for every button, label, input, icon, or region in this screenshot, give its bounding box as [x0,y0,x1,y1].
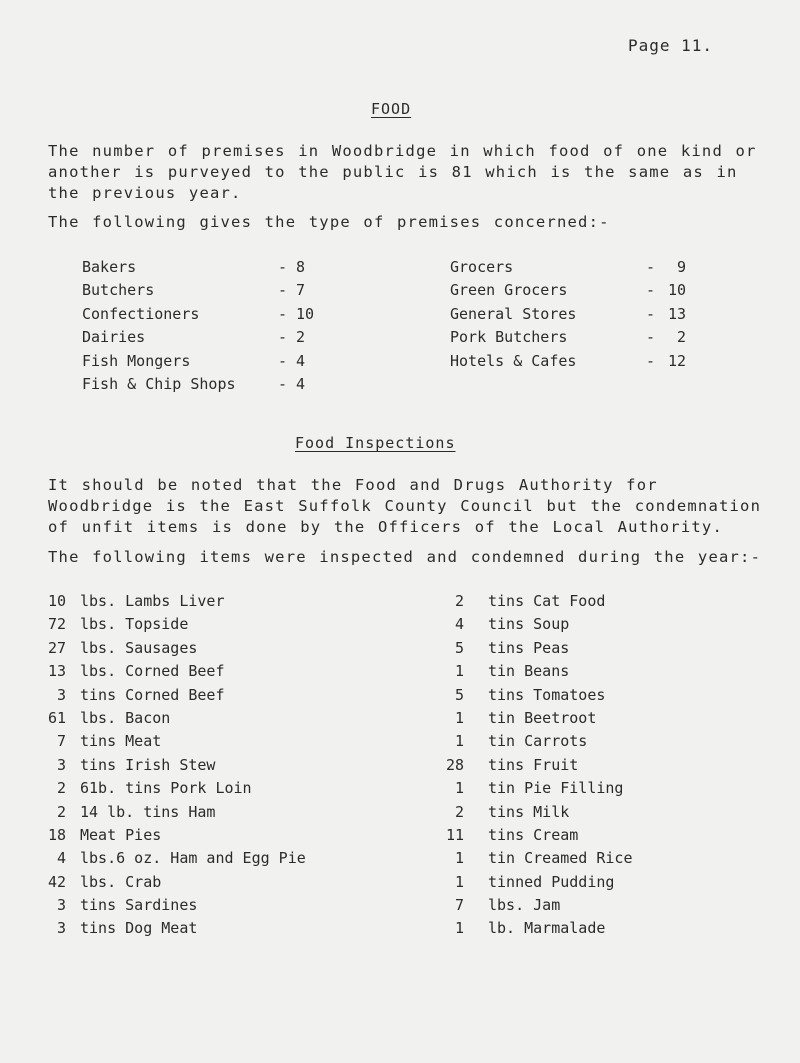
premises-list-left [82,256,315,396]
condemned-item-row [440,660,780,683]
condemned-item-row [32,801,392,824]
food-heading: FOOD [371,100,412,118]
item-description: tins Cat Food [488,592,606,610]
premises-count: 10 [667,281,686,300]
premises-type: Confectioners [82,304,200,323]
premises-row [450,279,685,302]
premises-type: Fish & Chip Shops [82,374,236,393]
condemned-item-row [440,847,780,870]
item-quantity: 28 [445,755,464,774]
dash-separator: - [278,374,288,393]
item-quantity: 1 [454,779,464,798]
item-quantity: 61 [47,708,66,727]
premises-count: 4 [296,374,306,393]
condemned-item-row [32,637,392,660]
item-description: tin Beans [488,662,570,681]
condemned-item-row [32,847,392,870]
item-description: tin Creamed Rice [488,849,633,868]
item-quantity: 5 [454,638,464,657]
item-description: lb. Marmalade [488,919,606,938]
premises-count: 4 [296,351,306,370]
premises-type: General Stores [450,304,577,323]
item-quantity: 1 [454,919,464,938]
premises-type: Green Grocers [450,281,568,300]
item-description: tins Soup [488,615,570,634]
item-description: tins Meat [80,732,162,751]
item-quantity: 4 [454,615,464,634]
food-inspections-heading: Food Inspections [295,434,456,452]
item-description: lbs.6 oz. Ham and Egg Pie [80,849,306,868]
condemned-item-row [32,613,392,636]
item-description: tins Corned Beef [80,685,225,704]
premises-row [82,373,312,396]
item-quantity: 2 [56,779,66,798]
item-quantity: 1 [454,662,464,681]
item-description: tin Beetroot [488,708,597,727]
item-quantity: 5 [454,685,464,704]
item-quantity: 2 [454,802,464,821]
premises-lead-in: The following gives the type of premises concerned:- [48,213,610,231]
item-quantity: 4 [56,849,66,868]
premises-count: 2 [296,328,306,347]
dash-separator: - [278,281,288,300]
premises-row [82,279,312,302]
item-quantity: 1 [454,872,464,891]
dash-separator: - [646,304,656,323]
condemned-item-row [440,777,780,800]
dash-separator: - [278,258,288,276]
condemned-items-left [32,590,392,941]
condemned-item-row [440,707,780,730]
premises-type: Pork Butchers [450,328,568,347]
item-description: tins Milk [488,802,570,821]
premises-row [82,256,312,279]
premises-count: 12 [667,351,686,370]
dash-separator: - [646,281,656,300]
dash-separator: - [646,258,656,276]
page-number: Page 11. [628,36,714,55]
item-description: tins Dog Meat [80,919,198,938]
condemned-item-row [32,660,392,683]
condemned-item-row [440,730,780,753]
item-quantity: 3 [56,755,66,774]
condemned-lead-in: The following items were inspected and condemned during the year:- [48,548,762,566]
premises-count: 2 [676,328,686,347]
item-description: lbs. Bacon [80,708,171,727]
inspections-paragraph: It should be noted that the Food and Drugs Authority for Woodbridge is the East Suffolk County Council but the condemnation of unfit items is done by the Officers of the Local Authority. [48,476,762,536]
condemned-item-row [32,894,392,917]
condemned-item-row [440,894,780,917]
item-description: lbs. Corned Beef [80,662,225,681]
dash-separator: - [646,328,656,347]
premises-row [450,350,685,373]
item-description: tins Sardines [80,896,198,915]
condemned-item-row [440,613,780,636]
item-description: lbs. Topside [80,615,189,634]
condemned-item-row [440,637,780,660]
condemned-item-row [440,684,780,707]
condemned-item-row [32,707,392,730]
dash-separator: - [278,304,288,323]
premises-row [450,326,685,349]
item-quantity: 1 [454,708,464,727]
condemned-item-row [440,871,780,894]
condemned-item-row [32,684,392,707]
condemned-item-row [32,590,392,613]
item-quantity: 7 [56,732,66,751]
item-description: tins Irish Stew [80,755,216,774]
item-quantity: 2 [454,592,464,610]
premises-type: Dairies [82,328,146,347]
premises-row [82,350,312,373]
condemned-item-row [440,754,780,777]
premises-count: 13 [667,304,686,323]
item-description: Meat Pies [80,825,162,844]
condemned-item-row [32,730,392,753]
item-quantity: 11 [445,825,464,844]
premises-count: 9 [676,258,686,276]
premises-row [450,303,685,326]
premises-type: Bakers [82,258,137,276]
item-quantity: 42 [47,872,66,891]
item-quantity: 10 [47,592,66,610]
item-quantity: 1 [454,849,464,868]
condemned-item-row [32,871,392,894]
item-description: lbs. Lambs Liver [80,592,225,610]
item-description: tins Cream [488,825,579,844]
item-description: tins Peas [488,638,570,657]
condemned-item-row [32,777,392,800]
condemned-item-row [440,590,780,613]
premises-type: Fish Mongers [82,351,191,370]
premises-row [82,303,315,326]
item-description: tinned Pudding [488,872,615,891]
dash-separator: - [278,328,288,347]
premises-type: Grocers [450,258,514,276]
item-quantity: 3 [56,896,66,915]
dash-separator: - [278,351,288,370]
condemned-item-row [440,801,780,824]
item-description: 61b. tins Pork Loin [80,779,252,798]
item-quantity: 18 [47,825,66,844]
premises-list-right [450,256,685,373]
item-description: tin Pie Filling [488,779,624,798]
dash-separator: - [646,351,656,370]
condemned-item-row [440,917,780,940]
item-quantity: 3 [56,919,66,938]
condemned-items-right [440,590,780,941]
condemned-item-row [32,754,392,777]
premises-row [450,256,685,279]
item-quantity: 2 [56,802,66,821]
item-description: tins Tomatoes [488,685,606,704]
condemned-item-row [32,917,392,940]
item-quantity: 72 [47,615,66,634]
item-description: 14 lb. tins Ham [80,802,216,821]
intro-paragraph: The number of premises in Woodbridge in which food of one kind or another is purveyed to the public is 81 which is the same as in the previous year. [48,142,757,202]
item-quantity: 27 [47,638,66,657]
item-quantity: 3 [56,685,66,704]
item-description: tin Carrots [488,732,588,751]
premises-count: 8 [296,258,306,276]
premises-count: 7 [296,281,306,300]
premises-count: 10 [296,304,315,323]
item-quantity: 1 [454,732,464,751]
item-quantity: 7 [454,896,464,915]
premises-row [82,326,312,349]
premises-type: Hotels & Cafes [450,351,577,370]
premises-type: Butchers [82,281,155,300]
item-description: lbs. Jam [488,896,561,915]
item-description: lbs. Crab [80,872,162,891]
item-quantity: 13 [47,662,66,681]
item-description: lbs. Sausages [80,638,198,657]
condemned-item-row [32,824,392,847]
condemned-item-row [440,824,780,847]
item-description: tins Fruit [488,755,579,774]
